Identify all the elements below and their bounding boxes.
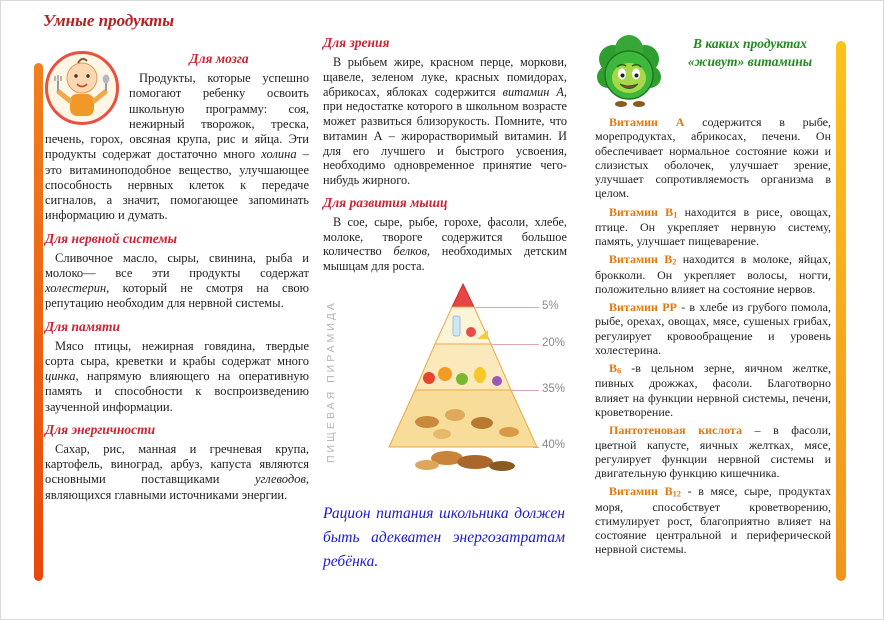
section-for-nervous-system [45, 231, 309, 312]
vitamin-paragraph-b12: Витамин В12 - в мясе, сыре, продуктах моря, способствует кроветворению, стимулирует рост, благоприятно влияет на состояние центральной и периферической нервной системы. [595, 484, 832, 557]
section-text: В рыбьем жире, красном перце, моркови, щавеле, зеленом луке, красных помидорах, абрикосах, яблоках содержится витамин А, при недостатке которого в школьном возрасте может развиться близорукость. Помните, что витамин А – жирорастворимый витамин. И для его лучшего и быстрого усвоения, необходимо одновременное принятие чего-нибудь жирного. [323, 55, 567, 187]
vitamin-paragraph-b2: Витамин В2 находится в молоке, яйцах, брокколи. Он укрепляет волосы, ногти, положительно влияет на состояние нервов. [595, 252, 831, 296]
section-for-vision [323, 35, 567, 188]
pyramid-percent-label: 35% [542, 382, 566, 395]
pyramid-percent-label: 20% [542, 336, 566, 349]
note-text: Рацион питания школьника должен быть адекватен энергозатратам ребёнка. [323, 504, 565, 570]
food-pyramid-figure [323, 280, 567, 488]
vitamins-header [595, 31, 831, 109]
section-heading: Для энергичности [45, 421, 156, 437]
baby-eating-icon [45, 51, 119, 125]
section-text: В сое, сыре, рыбе, горохе, фасоли, хлебе, молоке, твороге содержится большое количество белков, необходимых детским мышцам для роста. [323, 214, 567, 273]
section-text: Продукты, которые успешно помогают ребенку освоить школьную программу: соя, нежирный творожок, треска, печень, горох, овсяная крупа, рис и яйца. Эти продукты содержат достаточно много холина – это витаминоподобное вещество, улучшающее способность нервных клеток к передаче сигналов, а значит, помогающее запоминать информацию и думать. [45, 71, 309, 223]
section-heading: Для зрения [323, 35, 390, 50]
section-text: Сливочное масло, сыры, свинина, рыба и молоко— все эти продукты содержат холестерин, который не смотря на свою репутацию необходим для нервной системы. [45, 250, 309, 311]
vitamin-paragraph-b6: В6 -в цельном зерне, яичном желтке, пивных дрожжах, фасоли. Благотворно влияет на функции нервной системы, печени, кроветворение. [595, 361, 831, 419]
right-accent-bar [836, 41, 846, 581]
pyramid-percent-label: 40% [542, 438, 566, 451]
section-for-muscles [323, 195, 567, 274]
section-text: Мясо птицы, нежирная говядина, твердые сорта сыра, креветки и крабы содержат много цинка, напрямую влияющего на оперативную память и способности к воспроизведению заученной информации. [45, 338, 309, 414]
pyramid-leader-line [533, 447, 539, 448]
pyramid-leader-line [491, 344, 539, 345]
vitamins-title: В каких продуктах «живут» витамины [687, 36, 813, 69]
section-heading: Для мозга [189, 51, 249, 66]
section-heading: Для памяти [45, 318, 120, 334]
pyramid-percent-label: 5% [542, 299, 559, 312]
section-for-brain [45, 51, 309, 224]
page-title: Умные продукты [43, 11, 175, 30]
left-accent-bar [34, 63, 43, 581]
vitamin-paragraph-pp: Витамин РР - в хлебе из грубого помола, рыбе, орехах, овощах, мясе, сушеных грибах, регулирует кровообращение и уровень холестерина. [595, 300, 831, 357]
vitamin-paragraph-b1: Витамин В1 находится в рисе, овощах, птице. Он укрепляет нервную систему, память, улучшает пищеварение. [595, 204, 831, 249]
cabbage-mascot-icon [595, 31, 663, 109]
pyramid-leader-line [511, 390, 539, 391]
left-column [45, 51, 309, 503]
pyramid-leader-line [474, 307, 539, 308]
right-column [595, 31, 831, 561]
section-heading: Для нервной системы [45, 230, 177, 246]
vitamin-paragraph-a: Витамин А содержится в рыбе, морепродуктах, абрикосах, печени. Он обеспечивает нормальное состояние кожи и слизистых оболочек, улучшает зрение, улучшает сопротивляемость организма в целом. [595, 115, 831, 201]
pyramid-vertical-label: ПИЩЕВАЯ ПИРАМИДА [325, 300, 337, 464]
middle-column [323, 35, 567, 574]
section-heading: Для развития мышц [323, 194, 448, 210]
section-for-memory [45, 319, 309, 415]
food-pyramid-illustration [387, 282, 539, 472]
vitamin-paragraph-pantothenic: Пантотеновая кислота – в фасоли, цветной капусте, яичных желтках, мясе, регулирует функции нервной системы и двигательную функцию кишечника. [595, 423, 831, 481]
section-text: Сахар, рис, манная и гречневая крупа, картофель, виноград, арбуз, капуста являются основными поставщиками углеводов, являющихся главными источниками энергии. [45, 441, 309, 502]
section-for-energy [45, 422, 309, 503]
